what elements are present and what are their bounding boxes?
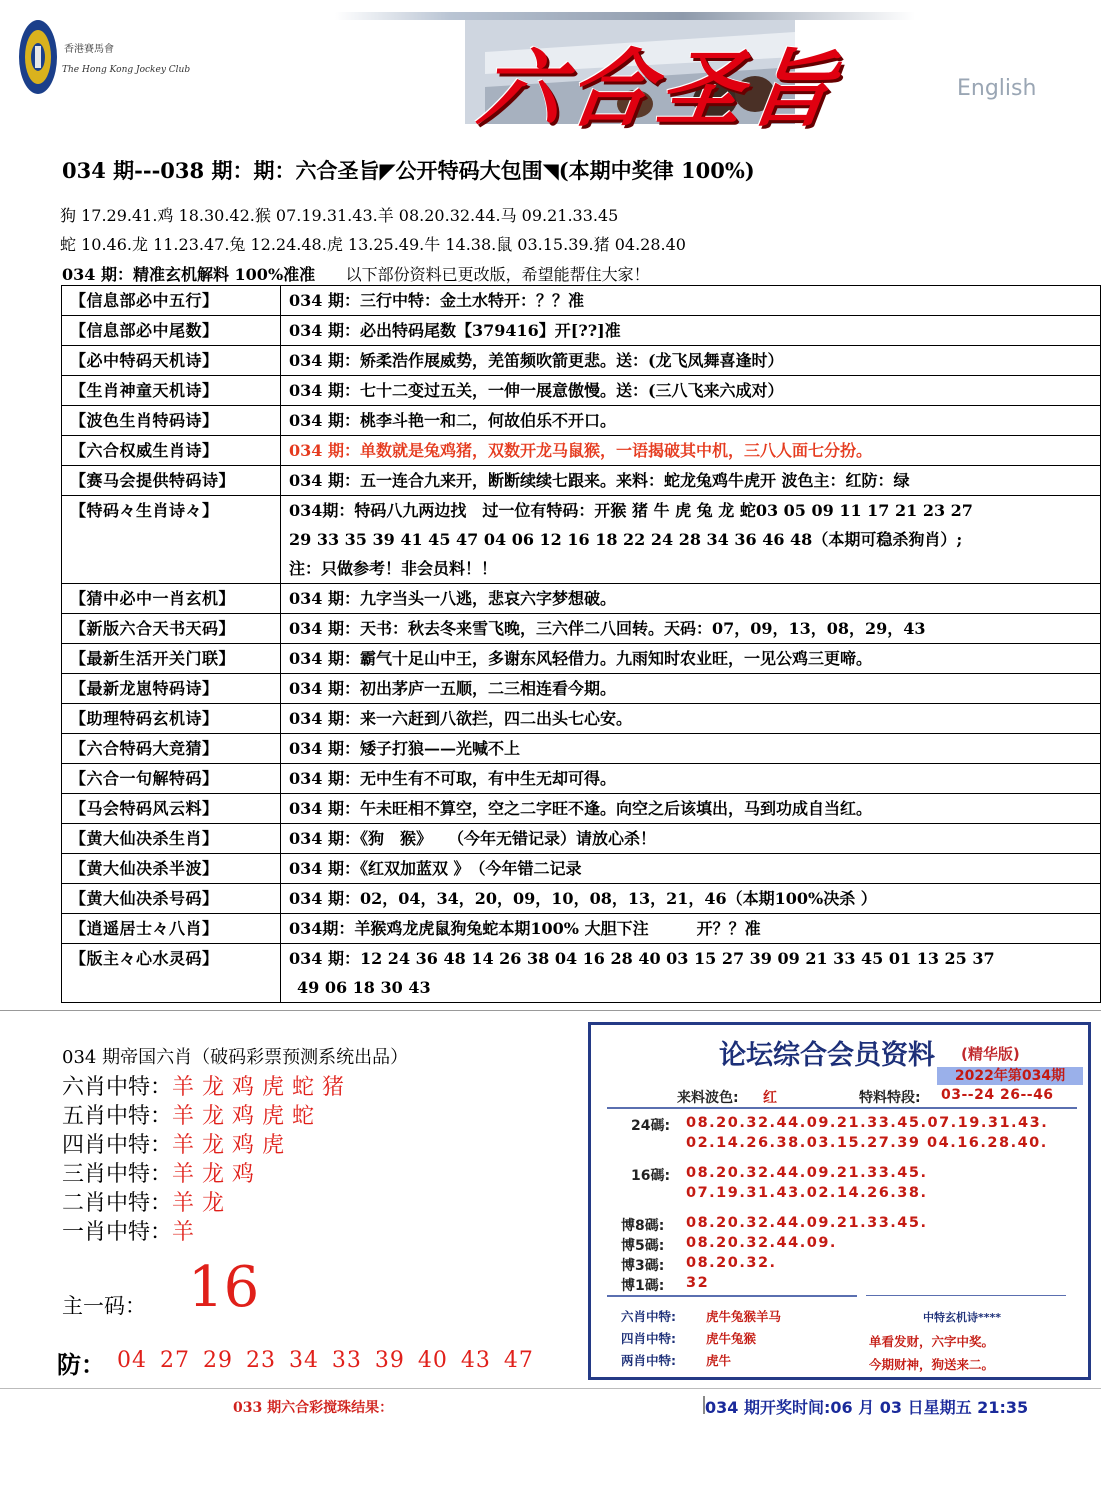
backup-numbers: 04 27 29 23 34 33 39 40 43 47 — [117, 1348, 534, 1373]
backup-label: 防： — [57, 1350, 105, 1379]
xiao-value: 虎牛兔猴羊马 — [706, 1309, 782, 1324]
empire-title: 034 期帝国六肖（破码彩票预测系统出品） — [62, 1047, 409, 1068]
row-label: 【黄大仙决杀半波】 — [62, 854, 281, 884]
table-row — [62, 436, 1101, 466]
row-value: 034 期：桃李斗艳一和二，何故伯乐不开口。 — [281, 406, 1101, 436]
table-row — [62, 286, 1101, 316]
note-text: 以下部份资料已更改版，希望能帮住大家！ — [345, 265, 650, 284]
code-label: 24碼: — [631, 1118, 671, 1134]
row-value: 034 期：七十二变过五关，一伸一展意傲慢。送：(三八飞来六成对） — [281, 376, 1101, 406]
row-label: 【六合一句解特码】 — [62, 764, 281, 794]
xiao-row — [62, 1070, 352, 1101]
footer-divider — [0, 1388, 1101, 1389]
row-value: 034 期：《狗 猴》 （今年无错记录）请放心杀！ — [281, 824, 1101, 854]
table-row — [62, 794, 1101, 824]
member-data-box — [588, 1022, 1091, 1380]
row-label: 【助理特码玄机诗】 — [62, 704, 281, 734]
row-value: 034 期：三行中特：金土水特开：？？准 — [281, 286, 1101, 316]
main-number: 16 — [188, 1255, 260, 1320]
row-value: 034 期：午未旺相不算空，空之二字旺不逢。向空之后该填出，马到功成自当红。 — [281, 794, 1101, 824]
banner-title: 六合圣旨 — [472, 39, 847, 138]
row-label: 【版主々心水灵码】 — [62, 944, 281, 1003]
code-values: 07.19.31.43.02.14.26.38. — [686, 1185, 928, 1201]
xiao-label: 四肖中特： — [62, 1133, 173, 1158]
row-label: 【波色生肖特码诗】 — [62, 406, 281, 436]
xiao-row — [62, 1128, 292, 1159]
row-value — [281, 944, 1101, 1003]
code-label: 博5碼: — [621, 1238, 665, 1254]
table-row — [62, 884, 1101, 914]
jockey-club-logo — [18, 18, 58, 96]
member-slogan: 单看发财，六字中奖。 — [869, 1334, 995, 1349]
row-value-line: 034期：特码八九两边找 过一位有特码：开猴 猪 牛 虎 兔 龙 蛇03 05 09 11 17 21 23 27 — [289, 501, 973, 520]
row-value: 034 期：来一六赶到八欲拦，四二出头七心安。 — [281, 704, 1101, 734]
row-value: 034 期：霸气十足山中王，多谢东风轻借力。九雨知时农业旺，一见公鸡三更啼。 — [281, 644, 1101, 674]
row-label: 【信息部必中尾数】 — [62, 316, 281, 346]
code-label: 博1碼: — [621, 1278, 665, 1294]
row-value: 034 期：无中生有不可取，有中生无却可得。 — [281, 764, 1101, 794]
segment-value: 03--24 26--46 — [941, 1087, 1054, 1103]
table-row — [62, 406, 1101, 436]
code-label: 博8碼: — [621, 1218, 665, 1234]
row-label: 【猜中必中一肖玄机】 — [62, 584, 281, 614]
code-label: 博3碼: — [621, 1258, 665, 1274]
xiao-value: 羊 — [172, 1220, 203, 1245]
next-draw-time: 034 期开奖时间:06 月 03 日星期五 21:35 — [705, 1398, 1029, 1417]
row-value: 034 期：矮子打狼——光喊不上 — [281, 734, 1101, 764]
table-row — [62, 704, 1101, 734]
zodiac-line-1: 狗 17.29.41.鸡 18.30.42.猴 07.19.31.43.羊 08.20.32.44.马 09.21.33.45 — [60, 206, 619, 225]
row-label: 【马会特码风云料】 — [62, 794, 281, 824]
xiao-value: 羊龙鸡 — [172, 1162, 263, 1187]
code-values: 08.20.32.44.09. — [686, 1235, 837, 1251]
xiao-label: 二肖中特： — [62, 1191, 173, 1216]
row-value: 034 期：初出茅庐一五顺，二三相连看今期。 — [281, 674, 1101, 704]
code-values: 32 — [686, 1275, 710, 1291]
member-box-period: 2022年第034期 — [937, 1067, 1083, 1085]
row-label: 【黄大仙决杀生肖】 — [62, 824, 281, 854]
xiao-label: 六肖中特: — [621, 1309, 676, 1324]
table-row — [62, 764, 1101, 794]
xiao-value: 虎牛 — [706, 1353, 732, 1368]
row-value: 034期：羊猴鸡龙虎鼠狗兔蛇本期100% 大胆下注 开？？准 — [281, 914, 1101, 944]
xiao-value: 羊龙鸡虎蛇猪 — [172, 1075, 353, 1100]
xiao-row — [62, 1215, 202, 1246]
row-value-line: 注：只做参考！非会员料！！ — [289, 559, 498, 578]
row-value: 034 期：五一连合九来开，断断续续七跟来。来料：蛇龙兔鸡牛虎开 波色主：红防：绿 — [281, 466, 1101, 496]
jockey-club-cn-name: 香港賽馬會 — [64, 44, 114, 55]
table-row — [62, 734, 1101, 764]
row-label: 【生肖神童天机诗】 — [62, 376, 281, 406]
member-slogan: 今期财神，狗送来二。 — [869, 1357, 995, 1372]
code-values: 02.14.26.38.03.15.27.39 04.16.28.40. — [686, 1135, 1048, 1151]
row-value: 034 期：02，04，34，20，09，10，08，13，21，46（本期100%决杀 ） — [281, 884, 1101, 914]
last-draw-result-label: 033 期六合彩搅珠结果： — [233, 1400, 394, 1416]
table-row — [62, 854, 1101, 884]
row-label: 【六合权威生肖诗】 — [62, 436, 281, 466]
row-value: 034 期：天书：秋去冬来雪飞晚，三六伴二八回转。天码：07，09，13，08，29，43 — [281, 614, 1101, 644]
table-row — [62, 944, 1101, 1003]
row-label: 【黄大仙决杀号码】 — [62, 884, 281, 914]
prediction-table — [61, 285, 1101, 1003]
main-number-label: 主一码： — [62, 1294, 146, 1318]
segment-label: 特料特段: — [859, 1090, 921, 1106]
row-value: 034 期：必出特码尾数【379416】开[??]准 — [281, 316, 1101, 346]
xiao-value: 虎牛兔猴 — [706, 1331, 757, 1346]
xiao-label: 两肖中特: — [621, 1353, 676, 1368]
member-poem: 中特玄机诗**** — [923, 1311, 1002, 1324]
xiao-label: 三肖中特： — [62, 1162, 173, 1187]
headline: 034 期---038 期：期：六合圣旨◤公开特码大包围◥(本期中奖律 100%) — [62, 158, 755, 183]
row-value — [281, 496, 1101, 584]
wave-color-value: 红 — [763, 1090, 777, 1106]
accuracy-note — [62, 262, 650, 285]
table-row — [62, 644, 1101, 674]
xiao-label: 四肖中特: — [621, 1331, 676, 1346]
member-box-rule — [607, 1107, 1077, 1109]
row-label: 【信息部必中五行】 — [62, 286, 281, 316]
row-value-line: 49 06 18 30 43 — [297, 978, 431, 997]
member-box-badge: (精华版) — [961, 1045, 1020, 1063]
english-link[interactable]: English — [957, 76, 1037, 101]
table-row — [62, 914, 1101, 944]
table-row — [62, 584, 1101, 614]
row-label: 【逍遥居士々八肖】 — [62, 914, 281, 944]
xiao-label: 五肖中特： — [62, 1104, 173, 1129]
row-value-line: 034 期：12 24 36 48 14 26 38 04 16 28 40 03 15 27 39 09 21 33 45 01 13 25 37 — [289, 949, 995, 968]
code-label: 16碼: — [631, 1168, 671, 1184]
row-label: 【新版六合天书天码】 — [62, 614, 281, 644]
xiao-row — [62, 1099, 322, 1130]
table-row — [62, 614, 1101, 644]
xiao-row — [62, 1186, 232, 1217]
row-label: 【最新生活开关门联】 — [62, 644, 281, 674]
xiao-value: 羊龙鸡虎蛇 — [172, 1104, 323, 1129]
row-value: 034 期：《红双加蓝双 》 （今年错二记录 — [281, 854, 1101, 884]
row-label: 【必中特码天机诗】 — [62, 346, 281, 376]
section-divider — [0, 1010, 1101, 1011]
table-row — [62, 376, 1101, 406]
row-value: 034 期：单数就是兔鸡猪，双数开龙马鼠猴，一语揭破其中机，三八人面七分扮。 — [281, 436, 1101, 466]
jockey-club-en-name: The Hong Kong Jockey Club — [62, 65, 191, 75]
code-values: 08.20.32.44.09.21.33.45.07.19.31.43. — [686, 1115, 1049, 1131]
xiao-label: 一肖中特： — [62, 1220, 173, 1245]
table-row — [62, 466, 1101, 496]
member-box-rule — [866, 1295, 1066, 1296]
member-box-rule — [607, 1295, 857, 1297]
row-value: 034 期：九字当头一八逃，悲哀六字梦想破。 — [281, 584, 1101, 614]
zodiac-line-2: 蛇 10.46.龙 11.23.47.兔 12.24.48.虎 13.25.49.牛 14.38.鼠 03.15.39.猪 04.28.40 — [60, 235, 686, 254]
xiao-value: 羊龙鸡虎 — [172, 1133, 293, 1158]
row-label: 【特码々生肖诗々】 — [62, 496, 281, 584]
member-box-title: 论坛综合会员资料 — [719, 1040, 935, 1071]
code-values: 08.20.32. — [686, 1255, 777, 1271]
row-label: 【最新龙崽特码诗】 — [62, 674, 281, 704]
note-period: 034 期：精准玄机解料 100%准准 — [62, 265, 316, 284]
code-values: 08.20.32.44.09.21.33.45. — [686, 1215, 928, 1231]
row-value: 034 期：矫柔浩作展威势，羌笛频吹箭更悲。送：(龙飞凤舞喜逢时） — [281, 346, 1101, 376]
table-row — [62, 674, 1101, 704]
xiao-row — [62, 1157, 262, 1188]
row-value-line: 29 33 35 39 41 45 47 04 06 12 16 18 22 24 28 34 36 46 48（本期可稳杀狗肖）; — [289, 530, 963, 549]
table-row — [62, 496, 1101, 584]
wave-color-label: 来料波色: — [677, 1090, 739, 1106]
xiao-label: 六肖中特： — [62, 1075, 173, 1100]
code-values: 08.20.32.44.09.21.33.45. — [686, 1165, 928, 1181]
table-row — [62, 316, 1101, 346]
row-label: 【赛马会提供特码诗】 — [62, 466, 281, 496]
table-row — [62, 346, 1101, 376]
xiao-value: 羊龙 — [172, 1191, 233, 1216]
row-label: 【六合特码大竞猜】 — [62, 734, 281, 764]
table-row — [62, 824, 1101, 854]
